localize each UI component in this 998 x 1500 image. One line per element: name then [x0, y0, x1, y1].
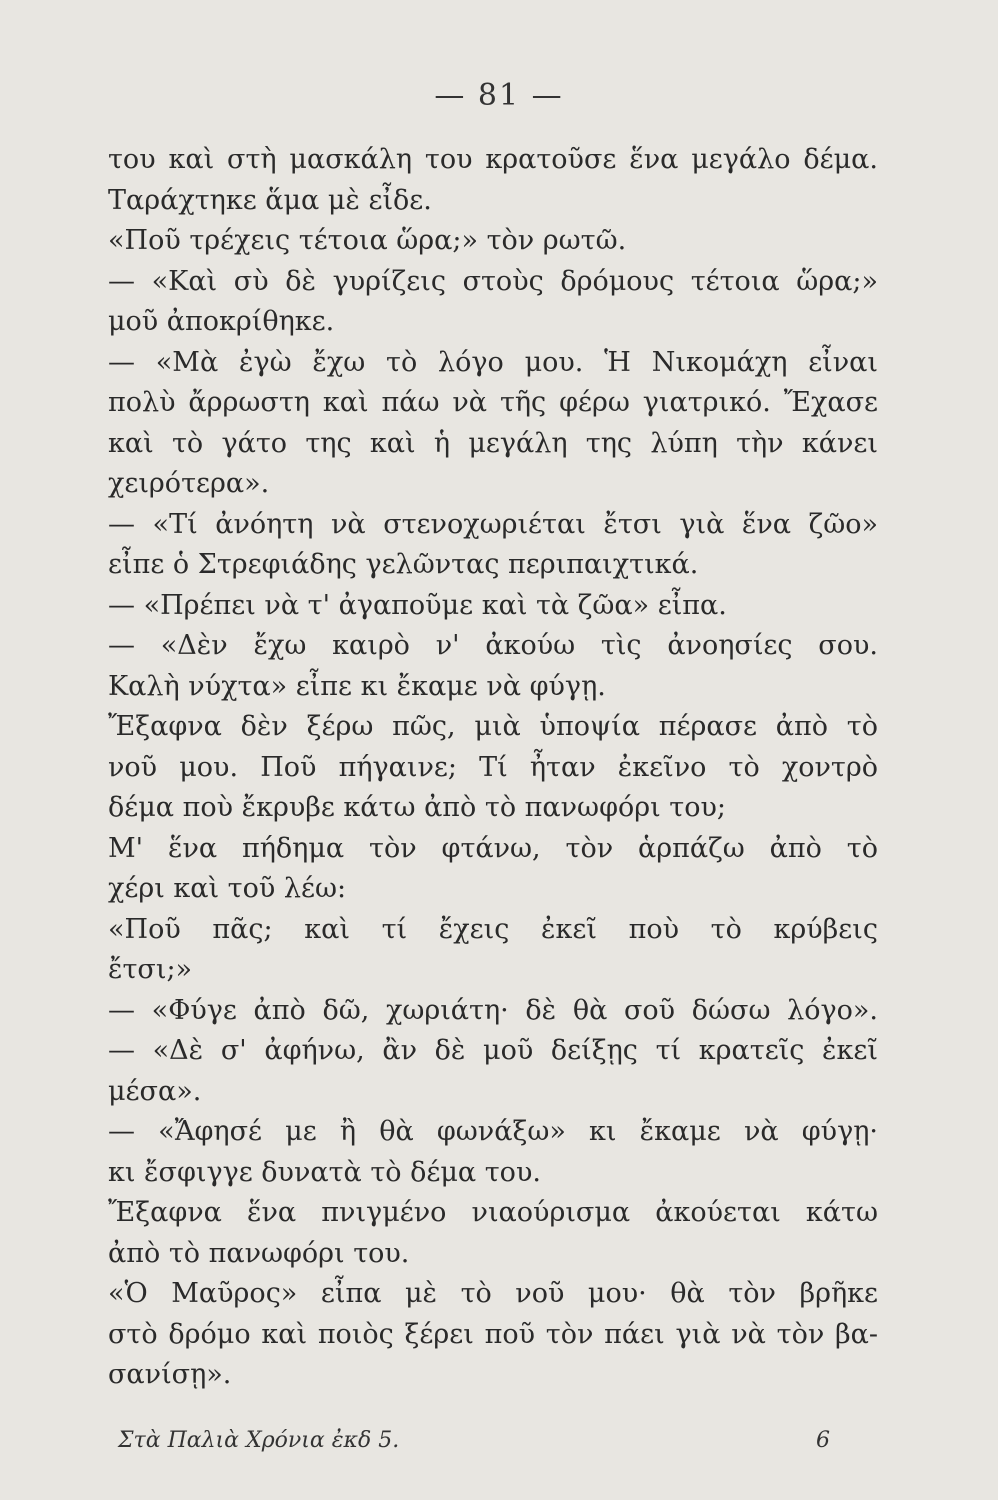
text-line: Ταράχτηκε ἅμα μὲ εἶδε.	[108, 184, 432, 216]
text-line: μέσα».	[108, 1075, 202, 1107]
text-line: — «Καὶ σὺ δὲ γυρίζεις στοὺς δρόμους τέτοια ὥρα;»	[108, 265, 878, 297]
text-line: μοῦ ἀποκρίθηκε.	[108, 306, 335, 337]
text-line: νοῦ μου. Ποῦ πήγαινε; Τί ἦταν ἐκεῖνο τὸ χοντρὸ	[108, 751, 878, 783]
text-line: καὶ τὸ γάτο της καὶ ἡ μεγάλη της λύπη τὴν κάνει	[108, 427, 878, 459]
text-line: ἔτσι;»	[108, 954, 193, 985]
text-line: ἀπὸ τὸ πανωφόρι του.	[108, 1237, 410, 1269]
text-line: — «Πρέπει νὰ τ' ἀγαποῦμε καὶ τὰ ζῶα» εἶπα.	[108, 589, 727, 621]
body-text	[108, 140, 878, 1396]
text-line: δέμα ποὺ ἔκρυβε κάτω ἀπὸ τὸ πανωφόρι του;	[108, 792, 726, 823]
text-line: «Ποῦ πᾶς; καὶ τί ἔχεις ἐκεῖ ποὺ τὸ κρύβεις	[108, 913, 878, 945]
text-line: Ἔξαφνα δὲν ξέρω πῶς, μιὰ ὑποψία πέρασε ἀπὸ τὸ	[108, 711, 878, 742]
text-line: κι ἔσφιγγε δυνατὰ τὸ δέμα του.	[108, 1156, 541, 1188]
text-line: στὸ δρόμο καὶ ποιὸς ξέρει ποῦ τὸν πάει γιὰ νὰ τὸν βα-	[108, 1318, 878, 1350]
footer-book-title: Στὰ Παλιὰ Χρόνια ἐκδ 5.	[118, 1428, 400, 1453]
text-line: «Ὁ Μαῦρος» εἶπα μὲ τὸ νοῦ μου· θὰ τὸν βρῆκε	[108, 1278, 878, 1309]
text-line: — «Μὰ ἐγὼ ἔχω τὸ λόγο μου. Ἡ Νικομάχη εἶναι	[108, 346, 878, 378]
text-line: εἶπε ὁ Στρεφιάδης γελῶντας περιπαιχτικά.	[108, 549, 699, 580]
text-line: «Ποῦ τρέχεις τέτοια ὥρα;» τὸν ρωτῶ.	[108, 225, 627, 256]
text-line: Ἔξαφνα ἕνα πνιγμένο νιαούρισμα ἀκούεται κάτω	[108, 1197, 878, 1228]
text-line: Μ' ἕνα πήδημα τὸν φτάνω, τὸν ἁρπάζω ἀπὸ τὸ	[108, 832, 878, 864]
text-line: χειρότερα».	[108, 468, 270, 499]
footer-signature: 6	[816, 1428, 830, 1453]
text-line: χέρι καὶ τοῦ λέω:	[108, 873, 347, 904]
page-footer	[118, 1428, 830, 1453]
text-line: του καὶ στὴ μασκάλη του κρατοῦσε ἕνα μεγάλο δέμα.	[108, 144, 878, 175]
text-line: πολὺ ἄρρωστη καὶ πάω νὰ τῆς φέρω γιατρικό. Ἔχασε	[108, 387, 878, 418]
text-line: — «Φύγε ἀπὸ δῶ, χωριάτη· δὲ θὰ σοῦ δώσω λόγο».	[108, 994, 878, 1026]
page-number: — 81 —	[434, 78, 564, 113]
text-line: — «Τί ἀνόητη νὰ στενοχωριέται ἔτσι γιὰ ἕνα ζῶο»	[108, 508, 878, 540]
text-line: — «Δὲ σ' ἀφήνω, ἂν δὲ μοῦ δείξῃς τί κρατεῖς ἐκεῖ	[108, 1035, 878, 1066]
text-line: Καλὴ νύχτα» εἶπε κι ἔκαμε νὰ φύγῃ.	[108, 670, 606, 702]
text-line: — «Ἄφησέ με ἢ θὰ φωνάξω» κι ἔκαμε νὰ φύγῃ·	[108, 1116, 878, 1147]
text-line: — «Δὲν ἔχω καιρὸ ν' ἀκούω τὶς ἀνοησίες σου.	[108, 630, 878, 661]
text-line: σανίσῃ».	[108, 1359, 232, 1390]
